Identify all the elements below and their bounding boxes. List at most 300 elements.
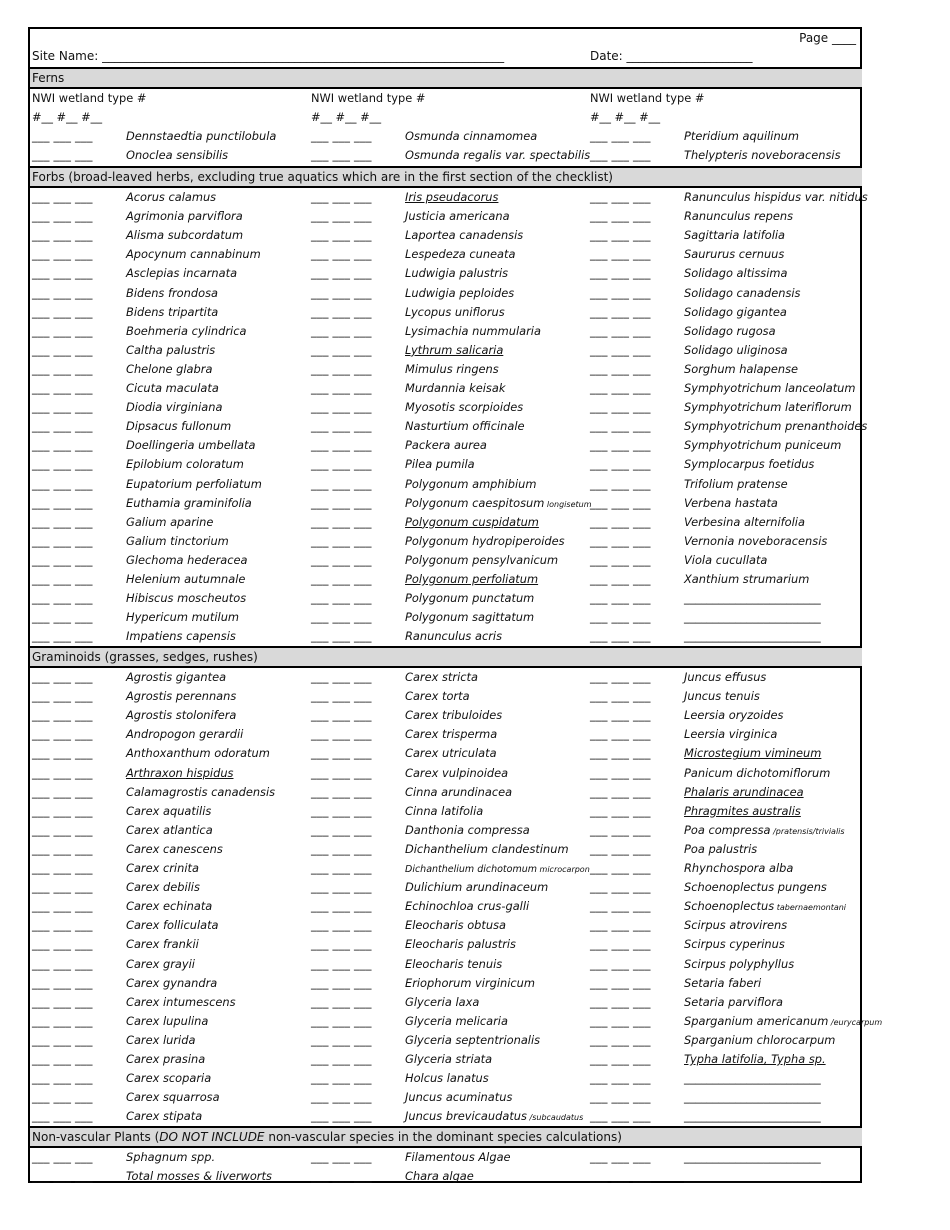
species-name: Thelypteris noveboracensis <box>684 148 841 163</box>
tally-blanks[interactable]: ___ ___ ___ <box>590 190 651 204</box>
tally-blanks[interactable]: ___ ___ ___ <box>590 1169 651 1184</box>
species-name: Lespedeza cuneata <box>405 247 516 262</box>
tally-blanks[interactable]: ___ ___ ___ <box>311 247 372 262</box>
species-name: Eupatorium perfoliatum <box>126 476 262 491</box>
species-name: Epilobium coloratum <box>126 457 244 472</box>
tally-blanks[interactable]: ___ ___ ___ <box>590 247 651 262</box>
tally-blanks[interactable]: ___ ___ ___ <box>590 1090 651 1105</box>
tally-blanks[interactable]: ___ ___ ___ <box>32 610 93 625</box>
tally-blanks[interactable]: ___ ___ ___ <box>311 727 372 742</box>
species-name: Agrostis gigantea <box>126 670 227 684</box>
table-row <box>30 687 860 706</box>
species-name: Polygonum cuspidatum <box>405 514 539 529</box>
tally-blanks[interactable]: ___ ___ ___ <box>590 323 651 338</box>
tally-blanks[interactable]: ___ ___ ___ <box>311 552 372 567</box>
write-in-field[interactable]: ________________________ <box>684 591 821 606</box>
tally-blanks[interactable]: ___ ___ ___ <box>32 880 93 895</box>
table-row <box>30 226 860 245</box>
tally-blanks[interactable]: ___ ___ ___ <box>32 975 93 990</box>
tally-blanks[interactable]: ___ ___ ___ <box>590 457 651 472</box>
species-name: Carex debilis <box>126 880 200 895</box>
species-name: Symphyotrichum puniceum <box>684 438 842 453</box>
table-row <box>30 513 860 532</box>
write-in-field[interactable]: ________________________ <box>684 610 821 625</box>
table-row <box>30 993 860 1012</box>
species-name: Symphyotrichum lateriflorum <box>684 400 852 415</box>
tally-blanks[interactable]: ___ ___ ___ <box>590 514 651 529</box>
species-name: Solidago uliginosa <box>684 342 788 357</box>
species-name: Sphagnum spp. <box>126 1150 216 1164</box>
tally-blanks[interactable]: ___ ___ ___ <box>311 285 372 300</box>
species-name: Osmunda regalis var. spectabilis <box>405 148 591 163</box>
tally-blanks[interactable]: ___ ___ ___ <box>590 746 651 761</box>
species-name: Galium tinctorium <box>126 533 229 548</box>
tally-blanks[interactable]: ___ ___ ___ <box>32 822 93 837</box>
species-name: Juncus tenuis <box>684 689 760 704</box>
tally-blanks[interactable]: ___ ___ ___ <box>590 1013 651 1028</box>
table-row <box>30 589 860 608</box>
tally-blanks[interactable]: ___ ___ ___ <box>32 419 93 434</box>
tally-blanks[interactable]: ___ ___ ___ <box>590 708 651 723</box>
table-row <box>30 878 860 897</box>
species-name: Carex grayii <box>126 956 195 971</box>
tally-blanks[interactable]: ___ ___ ___ <box>32 670 93 684</box>
species-name: Nasturtium officinale <box>405 419 525 434</box>
species-name: Agrostis stolonifera <box>126 708 237 723</box>
tally-blanks[interactable]: ___ ___ ___ <box>32 1109 93 1124</box>
tally-blanks[interactable]: ___ ___ ___ <box>590 285 651 300</box>
tally-blanks[interactable]: ___ ___ ___ <box>590 918 651 933</box>
species-name: Justicia americana <box>405 209 510 224</box>
species-name: Solidago canadensis <box>684 285 801 300</box>
tally-blanks[interactable]: ___ ___ ___ <box>311 1169 372 1184</box>
tally-blanks[interactable]: ___ ___ ___ <box>32 514 93 529</box>
species-name: Diodia virginiana <box>126 400 223 415</box>
tally-blanks[interactable]: ___ ___ ___ <box>311 670 372 684</box>
tally-blanks[interactable]: ___ ___ ___ <box>590 591 651 606</box>
tally-blanks[interactable]: ___ ___ ___ <box>32 765 93 780</box>
tally-blanks[interactable]: ___ ___ ___ <box>32 727 93 742</box>
tally-blanks[interactable]: ___ ___ ___ <box>311 361 372 376</box>
tally-blanks[interactable]: ___ ___ ___ <box>32 708 93 723</box>
tally-blanks[interactable]: ___ ___ ___ <box>590 880 651 895</box>
table-row <box>30 436 860 455</box>
tally-blanks[interactable]: ___ ___ ___ <box>32 1071 93 1086</box>
nwi-type-number-fields[interactable]: #__ #__ #__ <box>32 110 103 125</box>
tally-blanks[interactable]: ___ ___ ___ <box>311 1150 372 1164</box>
tally-blanks[interactable]: ___ ___ ___ <box>32 1013 93 1028</box>
tally-blanks[interactable]: ___ ___ ___ <box>311 1109 372 1124</box>
species-name: Agrostis perennans <box>126 689 237 704</box>
tally-blanks[interactable]: ___ ___ ___ <box>311 975 372 990</box>
species-name: Juncus acuminatus <box>405 1090 513 1105</box>
tally-blanks[interactable]: ___ ___ ___ <box>590 689 651 704</box>
tally-blanks[interactable]: ___ ___ ___ <box>590 129 651 144</box>
tally-blanks[interactable]: ___ ___ ___ <box>32 746 93 761</box>
tally-blanks[interactable]: ___ ___ ___ <box>311 994 372 1009</box>
species-name: Hibiscus moscheutos <box>126 591 247 606</box>
table-row <box>30 207 860 226</box>
species-name: Carex echinata <box>126 899 213 914</box>
tally-blanks[interactable]: ___ ___ ___ <box>590 822 651 837</box>
tally-blanks[interactable]: ___ ___ ___ <box>590 438 651 453</box>
species-name: Polygonum hydropiperoides <box>405 533 565 548</box>
table-row <box>30 1031 860 1050</box>
species-name: Cicuta maculata <box>126 381 219 395</box>
species-name: Scirpus polyphyllus <box>684 956 795 971</box>
species-name: Setaria parviflora <box>684 994 783 1009</box>
nwi-wetland-type-label: NWI wetland type # <box>32 91 147 105</box>
tally-blanks[interactable]: ___ ___ ___ <box>590 209 651 224</box>
table-row <box>30 1069 860 1088</box>
table-row <box>30 475 860 494</box>
tally-blanks[interactable]: ___ ___ ___ <box>32 552 93 567</box>
species-name: Arthraxon hispidus <box>126 765 234 780</box>
species-name: Polygonum caespitosum longisetum <box>405 495 592 510</box>
species-name: Carex folliculata <box>126 918 219 933</box>
table-row <box>30 570 860 589</box>
tally-blanks[interactable]: ___ ___ ___ <box>590 727 651 742</box>
species-name: Andropogon gerardii <box>126 727 244 742</box>
species-name: Cinna arundinacea <box>405 784 513 799</box>
tally-blanks[interactable]: ___ ___ ___ <box>32 323 93 338</box>
table-row <box>30 398 860 417</box>
table-row <box>30 360 860 379</box>
nwi-type-number-fields[interactable]: #__ #__ #__ <box>311 110 382 125</box>
species-name: Vernonia noveboracensis <box>684 533 828 548</box>
species-name: Galium aparine <box>126 514 214 529</box>
species-name: Doellingeria umbellata <box>126 438 256 453</box>
tally-blanks[interactable]: ___ ___ ___ <box>311 1052 372 1066</box>
tally-blanks[interactable]: ___ ___ ___ <box>590 956 651 971</box>
table-row <box>30 840 860 859</box>
species-name: Verbena hastata <box>684 495 778 510</box>
tally-blanks[interactable]: ___ ___ ___ <box>590 1109 651 1124</box>
tally-blanks[interactable]: ___ ___ ___ <box>590 266 651 281</box>
tally-blanks[interactable]: ___ ___ ___ <box>311 689 372 704</box>
tally-blanks[interactable]: ___ ___ ___ <box>590 495 651 510</box>
species-name: Euthamia graminifolia <box>126 495 252 510</box>
tally-blanks[interactable]: ___ ___ ___ <box>590 304 651 319</box>
tally-blanks[interactable]: ___ ___ ___ <box>590 861 651 875</box>
tally-blanks[interactable]: ___ ___ ___ <box>32 457 93 472</box>
tally-blanks[interactable]: ___ ___ ___ <box>32 784 93 799</box>
table-row <box>30 1050 860 1069</box>
tally-blanks[interactable]: ___ ___ ___ <box>311 746 372 761</box>
tally-blanks[interactable]: ___ ___ ___ <box>32 247 93 262</box>
species-name: Carex squarrosa <box>126 1090 220 1105</box>
species-name: Rhynchospora alba <box>684 861 794 875</box>
table-row <box>30 146 860 165</box>
write-in-field[interactable]: ________________________ <box>684 629 821 644</box>
tally-blanks[interactable]: ___ ___ ___ <box>590 937 651 952</box>
tally-blanks[interactable]: ___ ___ ___ <box>32 129 93 144</box>
species-name: Mimulus ringens <box>405 361 499 376</box>
tally-blanks[interactable]: ___ ___ ___ <box>311 784 372 799</box>
tally-blanks[interactable]: ___ ___ ___ <box>311 1071 372 1086</box>
tally-blanks[interactable]: ___ ___ ___ <box>311 861 372 875</box>
species-name: Glechoma hederacea <box>126 552 248 567</box>
species-name: Eleocharis obtusa <box>405 918 507 933</box>
tally-blanks[interactable]: ___ ___ ___ <box>311 899 372 914</box>
tally-blanks[interactable]: ___ ___ ___ <box>590 552 651 567</box>
tally-blanks[interactable]: ___ ___ ___ <box>590 361 651 376</box>
species-name: Panicum dichotomiflorum <box>684 765 831 780</box>
species-name: Symplocarpus foetidus <box>684 457 815 472</box>
species-name: Filamentous Algae <box>405 1150 511 1164</box>
species-name: Carex intumescens <box>126 994 236 1009</box>
table-row <box>30 284 860 303</box>
tally-blanks[interactable]: ___ ___ ___ <box>590 228 651 243</box>
tally-blanks[interactable]: ___ ___ ___ <box>590 803 651 818</box>
tally-blanks[interactable]: ___ ___ ___ <box>32 209 93 224</box>
tally-blanks[interactable]: ___ ___ ___ <box>32 994 93 1009</box>
species-name: Sparganium chlorocarpum <box>684 1032 836 1047</box>
tally-blanks[interactable]: ___ ___ ___ <box>311 591 372 606</box>
tally-blanks[interactable]: ___ ___ ___ <box>311 228 372 243</box>
table-row <box>30 1107 860 1126</box>
species-name: Sagittaria latifolia <box>684 228 786 243</box>
table-row <box>30 188 868 207</box>
tally-blanks[interactable]: ___ ___ ___ <box>32 148 93 163</box>
species-name: Pteridium aquilinum <box>684 129 799 144</box>
tally-blanks[interactable]: ___ ___ ___ <box>590 342 651 357</box>
tally-blanks[interactable]: ___ ___ ___ <box>32 304 93 319</box>
table-row <box>30 706 860 725</box>
tally-blanks[interactable]: ___ ___ ___ <box>32 956 93 971</box>
tally-blanks[interactable]: ___ ___ ___ <box>590 765 651 780</box>
tally-blanks[interactable]: ___ ___ ___ <box>32 918 93 933</box>
species-name: Carex crinita <box>126 861 199 875</box>
table-row <box>30 783 860 802</box>
tally-blanks[interactable]: ___ ___ ___ <box>32 861 93 875</box>
tally-blanks[interactable]: ___ ___ ___ <box>32 495 93 510</box>
species-name: Dennstaedtia punctilobula <box>126 129 277 144</box>
tally-blanks[interactable]: ___ ___ ___ <box>311 495 372 510</box>
species-name: Carex frankii <box>126 937 199 952</box>
table-row <box>30 532 860 551</box>
nwi-type-number-fields[interactable]: #__ #__ #__ <box>590 110 661 125</box>
species-name: Scirpus atrovirens <box>684 918 788 933</box>
tally-blanks[interactable]: ___ ___ ___ <box>590 1032 651 1047</box>
tally-blanks[interactable]: ___ ___ ___ <box>32 937 93 952</box>
species-name: Caltha palustris <box>126 342 216 357</box>
tally-blanks[interactable]: ___ ___ ___ <box>311 918 372 933</box>
tally-blanks[interactable]: ___ ___ ___ <box>311 381 372 395</box>
tally-blanks[interactable]: ___ ___ ___ <box>590 629 651 644</box>
tally-blanks[interactable]: ___ ___ ___ <box>590 899 651 914</box>
species-name: Agrimonia parviflora <box>126 209 243 224</box>
tally-blanks[interactable]: ___ ___ ___ <box>590 400 651 415</box>
tally-blanks[interactable]: ___ ___ ___ <box>32 1169 93 1184</box>
table-row <box>30 1167 860 1186</box>
tally-blanks[interactable]: ___ ___ ___ <box>590 476 651 491</box>
page-number-field[interactable]: Page ____ <box>799 31 856 45</box>
tally-blanks[interactable]: ___ ___ ___ <box>32 266 93 281</box>
tally-blanks[interactable]: ___ ___ ___ <box>311 572 372 586</box>
table-row <box>30 608 860 627</box>
tally-blanks[interactable]: ___ ___ ___ <box>311 148 372 163</box>
nwi-wetland-type-label: NWI wetland type # <box>590 91 705 105</box>
table-row <box>30 379 860 398</box>
tally-blanks[interactable]: ___ ___ ___ <box>311 266 372 281</box>
site-name-field[interactable]: Site Name: ___________________________________________________________________ <box>32 49 505 63</box>
tally-blanks[interactable]: ___ ___ ___ <box>590 784 651 799</box>
tally-blanks[interactable]: ___ ___ ___ <box>32 381 93 395</box>
table-row <box>30 916 860 935</box>
table-row <box>30 455 860 474</box>
species-name: Carex gynandra <box>126 975 218 990</box>
tally-blanks[interactable]: ___ ___ ___ <box>311 708 372 723</box>
tally-blanks[interactable]: ___ ___ ___ <box>311 629 372 644</box>
tally-blanks[interactable]: ___ ___ ___ <box>311 400 372 415</box>
species-name: Leersia oryzoides <box>684 708 784 723</box>
tally-blanks[interactable]: ___ ___ ___ <box>590 419 651 434</box>
tally-blanks[interactable]: ___ ___ ___ <box>32 899 93 914</box>
species-name: Bidens frondosa <box>126 285 218 300</box>
tally-blanks[interactable]: ___ ___ ___ <box>311 209 372 224</box>
species-name: Symphyotrichum prenanthoides <box>684 419 868 434</box>
tally-blanks[interactable]: ___ ___ ___ <box>311 956 372 971</box>
tally-blanks[interactable]: ___ ___ ___ <box>590 533 651 548</box>
tally-blanks[interactable]: ___ ___ ___ <box>32 476 93 491</box>
section-header-ferns: Ferns <box>30 67 862 89</box>
species-name: Solidago altissima <box>684 266 788 281</box>
tally-blanks[interactable]: ___ ___ ___ <box>311 880 372 895</box>
species-name: Lycopus uniflorus <box>405 304 505 319</box>
tally-blanks[interactable]: ___ ___ ___ <box>590 148 651 163</box>
tally-blanks[interactable]: ___ ___ ___ <box>311 803 372 818</box>
species-name: Apocynum cannabinum <box>126 247 261 262</box>
tally-blanks[interactable]: ___ ___ ___ <box>32 1032 93 1047</box>
table-row <box>30 1148 860 1167</box>
species-name: Carex lupulina <box>126 1013 209 1028</box>
tally-blanks[interactable]: ___ ___ ___ <box>32 228 93 243</box>
table-row <box>30 725 860 744</box>
tally-blanks[interactable]: ___ ___ ___ <box>590 670 651 684</box>
tally-blanks[interactable]: ___ ___ ___ <box>32 342 93 357</box>
tally-blanks[interactable]: ___ ___ ___ <box>32 629 93 644</box>
tally-blanks[interactable]: ___ ___ ___ <box>32 533 93 548</box>
species-name: Ludwigia peploides <box>405 285 515 300</box>
tally-blanks[interactable]: ___ ___ ___ <box>311 323 372 338</box>
tally-blanks[interactable]: ___ ___ ___ <box>32 285 93 300</box>
species-name: Ranunculus acris <box>405 629 502 644</box>
tally-blanks[interactable]: ___ ___ ___ <box>311 476 372 491</box>
table-row <box>30 897 860 916</box>
species-name: Leersia virginica <box>684 727 778 742</box>
species-name: Glyceria striata <box>405 1052 493 1066</box>
tally-blanks[interactable]: ___ ___ ___ <box>311 1090 372 1105</box>
table-row <box>30 744 860 763</box>
tally-blanks[interactable]: ___ ___ ___ <box>311 419 372 434</box>
tally-blanks[interactable]: ___ ___ ___ <box>590 841 651 856</box>
section-header-graminoids: Graminoids (grasses, sedges, rushes) <box>30 646 862 668</box>
tally-blanks[interactable]: ___ ___ ___ <box>311 342 372 357</box>
species-name: Carex tribuloides <box>405 708 503 723</box>
tally-blanks[interactable]: ___ ___ ___ <box>32 591 93 606</box>
species-name: Dichanthelium clandestinum <box>405 841 569 856</box>
species-name: Murdannia keisak <box>405 381 506 395</box>
tally-blanks[interactable]: ___ ___ ___ <box>311 610 372 625</box>
tally-blanks[interactable]: ___ ___ ___ <box>590 381 651 395</box>
tally-blanks[interactable]: ___ ___ ___ <box>311 937 372 952</box>
section-header-non-vascular: Non-vascular Plants (DO NOT INCLUDE non-vascular species in the dominant species calculations) <box>30 1126 862 1148</box>
tally-blanks[interactable]: ___ ___ ___ <box>311 438 372 453</box>
tally-blanks[interactable]: ___ ___ ___ <box>32 1150 93 1164</box>
species-name: Polygonum perfoliatum <box>405 572 539 586</box>
write-in-field[interactable]: ________________________ <box>684 1150 821 1164</box>
write-in-field[interactable]: ________________________ <box>684 1109 821 1124</box>
write-in-field[interactable]: ________________________ <box>684 1169 821 1184</box>
species-name: Asclepias incarnata <box>126 266 238 281</box>
species-name: Sorghum halapense <box>684 361 799 376</box>
tally-blanks[interactable]: ___ ___ ___ <box>32 803 93 818</box>
tally-blanks[interactable]: ___ ___ ___ <box>32 438 93 453</box>
species-name: Carex prasina <box>126 1052 206 1066</box>
tally-blanks[interactable]: ___ ___ ___ <box>311 765 372 780</box>
table-row <box>30 1088 860 1107</box>
species-name: Lythrum salicaria <box>405 342 504 357</box>
table-row <box>30 935 860 954</box>
table-row <box>30 417 868 436</box>
tally-blanks[interactable]: ___ ___ ___ <box>311 190 372 204</box>
tally-blanks[interactable]: ___ ___ ___ <box>311 1032 372 1047</box>
species-name: Echinochloa crus-galli <box>405 899 530 914</box>
tally-blanks[interactable]: ___ ___ ___ <box>311 129 372 144</box>
date-field[interactable]: Date: _____________________ <box>590 49 753 63</box>
tally-blanks[interactable]: ___ ___ ___ <box>311 304 372 319</box>
tally-blanks[interactable]: ___ ___ ___ <box>590 610 651 625</box>
tally-blanks[interactable]: ___ ___ ___ <box>311 533 372 548</box>
species-name: Iris pseudacorus <box>405 190 499 204</box>
species-name: Anthoxanthum odoratum <box>126 746 270 761</box>
write-in-field[interactable]: ________________________ <box>684 1090 821 1105</box>
tally-blanks[interactable]: ___ ___ ___ <box>311 457 372 472</box>
species-name: Dichanthelium dichotomum microcarpon <box>405 864 590 875</box>
tally-blanks[interactable]: ___ ___ ___ <box>311 822 372 837</box>
tally-blanks[interactable]: ___ ___ ___ <box>590 975 651 990</box>
tally-blanks[interactable]: ___ ___ ___ <box>32 190 93 204</box>
table-row <box>30 668 860 687</box>
tally-blanks[interactable]: ___ ___ ___ <box>590 572 651 586</box>
tally-blanks[interactable]: ___ ___ ___ <box>32 689 93 704</box>
tally-blanks[interactable]: ___ ___ ___ <box>311 514 372 529</box>
tally-blanks[interactable]: ___ ___ ___ <box>32 400 93 415</box>
species-name: Typha latifolia, Typha sp. <box>684 1052 826 1066</box>
tally-blanks[interactable]: ___ ___ ___ <box>32 361 93 376</box>
species-name: Dulichium arundinaceum <box>405 880 549 895</box>
species-name: Osmunda cinnamomea <box>405 129 538 144</box>
tally-blanks[interactable]: ___ ___ ___ <box>32 1052 93 1066</box>
tally-blanks[interactable]: ___ ___ ___ <box>590 1052 651 1066</box>
tally-blanks[interactable]: ___ ___ ___ <box>590 1071 651 1086</box>
species-name: Carex stipata <box>126 1109 203 1124</box>
tally-blanks[interactable]: ___ ___ ___ <box>32 1090 93 1105</box>
tally-blanks[interactable]: ___ ___ ___ <box>590 1150 651 1164</box>
species-name: Poa palustris <box>684 841 758 856</box>
species-name: Xanthium strumarium <box>684 572 810 586</box>
species-name: Sparganium americanum /eurycarpum <box>684 1013 883 1028</box>
tally-blanks[interactable]: ___ ___ ___ <box>311 1013 372 1028</box>
species-name: Total mosses & liverworts <box>126 1169 272 1184</box>
tally-blanks[interactable]: ___ ___ ___ <box>311 841 372 856</box>
write-in-field[interactable]: ________________________ <box>684 1071 821 1086</box>
tally-blanks[interactable]: ___ ___ ___ <box>32 572 93 586</box>
tally-blanks[interactable]: ___ ___ ___ <box>32 841 93 856</box>
species-name: Schoenoplectus pungens <box>684 880 827 895</box>
tally-blanks[interactable]: ___ ___ ___ <box>590 994 651 1009</box>
